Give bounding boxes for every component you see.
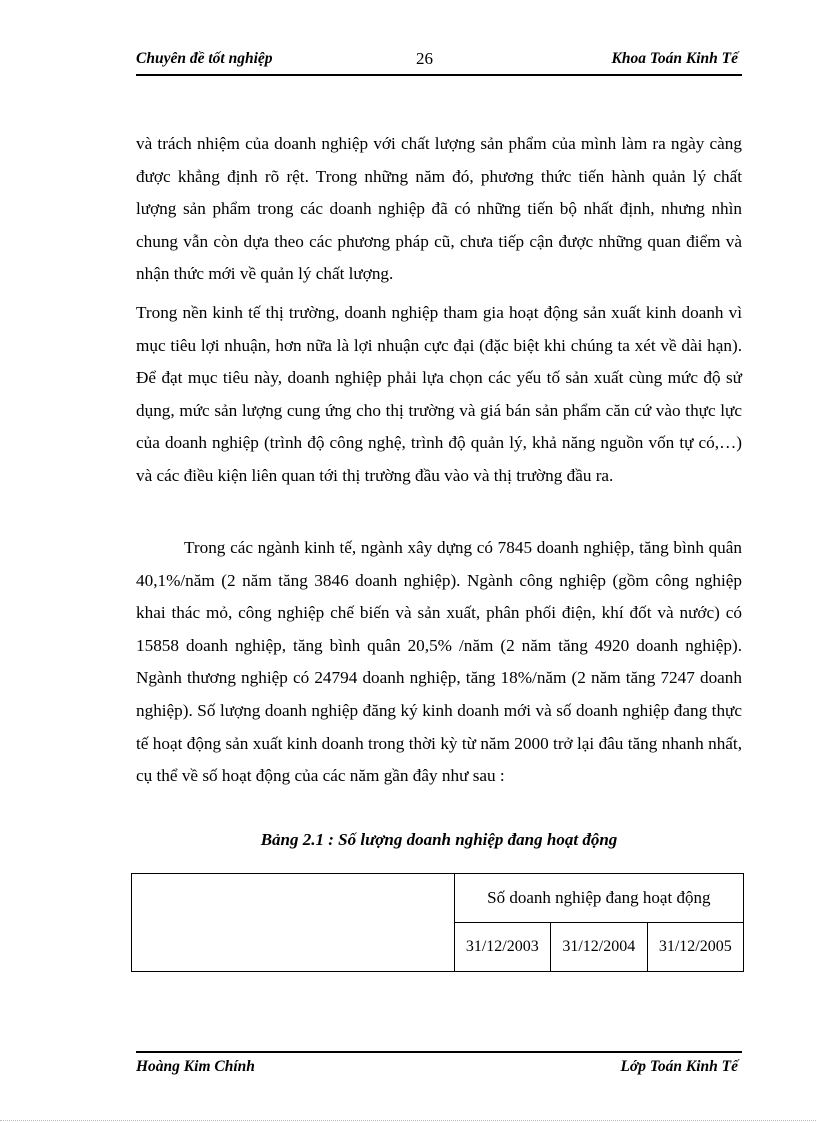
paragraph-2: Trong nền kinh tế thị trường, doanh nghiệp tham gia hoạt động sản xuất kinh doanh vì mục tiêu lợi nhuận, hơn nữa là lợi nhuận cực đại (đặc biệt khi chúng ta xét về dài hạn). Để đạt mục tiêu này, doanh nghiệp phải lựa chọn các yếu tố sản xuất cùng mức độ sử dụng, mức sản lượng cung ứng cho thị trường và giá bán sản phẩm căn cứ vào thực lực của doanh nghiệp (trình độ công nghệ, trình độ quản lý, khả năng nguồn vốn tự có,…) và các điều kiện liên quan tới thị trường đầu vào và thị trường đầu ra.	[136, 303, 742, 485]
header-document-type: Chuyên đề tốt nghiệp	[136, 50, 273, 67]
table-column-2005: 31/12/2005	[647, 923, 743, 972]
table-group-header: Số doanh nghiệp đang hoạt động	[454, 874, 743, 923]
footer-author: Hoàng Kim Chính	[136, 1058, 255, 1075]
table-column-2004: 31/12/2004	[551, 923, 647, 972]
page-bottom-rule	[0, 1120, 816, 1121]
footer-class: Lớp Toán Kinh Tế	[620, 1058, 738, 1075]
table-caption: Bảng 2.1 : Số lượng doanh nghiệp đang hoạt động	[260, 830, 618, 849]
enterprise-count-table	[131, 873, 744, 972]
table-header-row	[132, 874, 744, 923]
header-faculty: Khoa Toán Kinh Tế	[611, 50, 738, 67]
page-number: 26	[416, 49, 433, 68]
table-column-2003: 31/12/2003	[454, 923, 550, 972]
page-footer	[136, 1051, 742, 1079]
paragraph-1: và trách nhiệm của doanh nghiệp với chất lượng sản phẩm của mình làm ra ngày càng được khẳng định rõ rệt. Trong những năm đó, phương thức tiến hành quản lý chất lượng sản phẩm trong các doanh nghiệp đã có những tiến bộ nhất định, nhưng nhìn chung vẫn còn dựa theo các phương pháp cũ, chưa tiếp cận được những quan điểm và nhận thức mới về quản lý chất lượng.	[136, 134, 742, 284]
paragraph-3: Trong các ngành kinh tế, ngành xây dựng có 7845 doanh nghiệp, tăng bình quân 40,1%/năm (2 năm tăng 3846 doanh nghiệp). Ngành công nghiệp (gồm công nghiệp khai thác mỏ, công nghiệp chế biến và sản xuất, phân phối điện, khí đốt và nước) có 15858 doanh nghiệp, tăng bình quân 20,5% /năm (2 năm tăng 4920 doanh nghiệp). Ngành thương nghiệp có 24794 doanh nghiệp, tăng 18%/năm (2 năm tăng 7247 doanh nghiệp). Số lượng doanh nghiệp đăng ký kinh doanh mới và số doanh nghiệp đang thực tế hoạt động sản xuất kinh doanh trong thời kỳ từ năm 2000 trở lại đâu tăng nhanh nhất, cụ thể về số hoạt động của các năm gần đây như sau :	[136, 538, 742, 786]
table-stub-cell	[132, 874, 455, 972]
page-header	[136, 48, 742, 76]
